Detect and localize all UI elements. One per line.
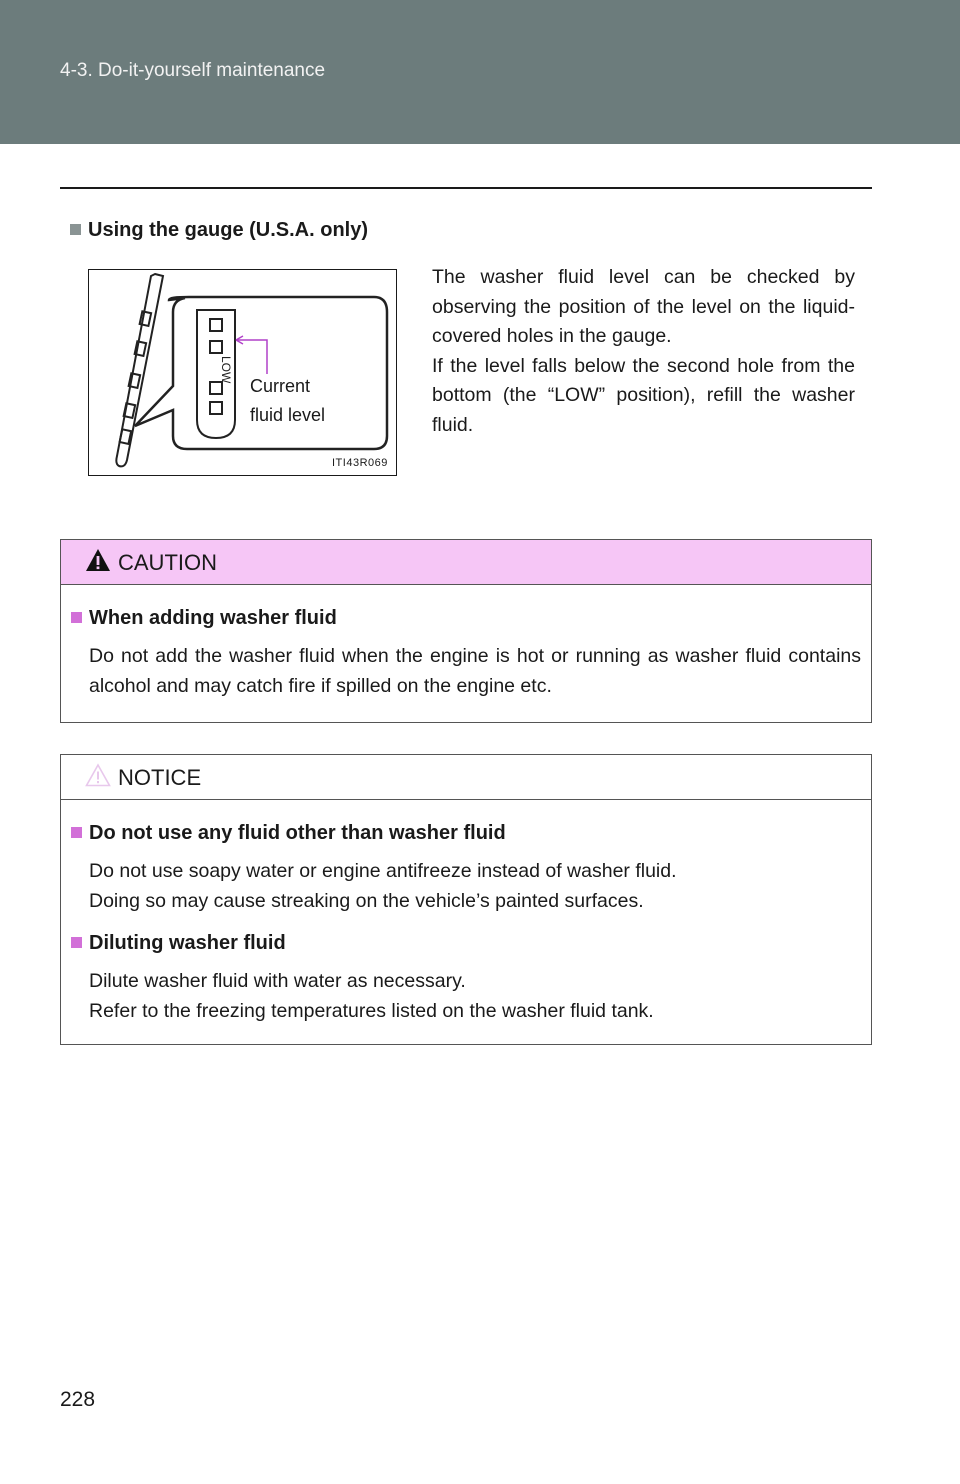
warning-icon: [85, 548, 111, 572]
notice-box: [60, 754, 872, 1045]
section-heading: [70, 219, 368, 242]
current-fluid-level-label: [250, 372, 325, 430]
section-title: 4-3. Do-it-yourself maintenance: [60, 60, 326, 81]
caution-item-text: [71, 641, 861, 701]
notice-item-title: [71, 928, 861, 958]
paragraph: The washer fluid level can be checked by observing the position of the level on the liquid-covered holes in the gauge.: [432, 266, 855, 347]
page-number: 228: [60, 1388, 96, 1411]
section-heading-text: Using the gauge (U.S.A. only): [88, 219, 369, 241]
divider: [60, 187, 872, 189]
low-mark: LOW: [219, 356, 233, 384]
notice-warning-icon: [85, 763, 111, 787]
notice-item-title-text: Diluting washer fluid: [89, 932, 286, 954]
notice-item-text: [71, 966, 861, 1026]
notice-header: [61, 755, 871, 800]
notice-item-title-text: Do not use any fluid other than washer fluid: [89, 822, 506, 844]
label-line-2: fluid level: [250, 405, 326, 425]
figure-code: ITI43R069: [332, 457, 388, 469]
notice-line: Refer to the freezing temperatures listed on the washer fluid tank.: [89, 1000, 654, 1022]
gauge-figure: [88, 269, 397, 476]
square-bullet-icon: [71, 827, 82, 838]
square-bullet-icon: [70, 224, 81, 235]
caution-paragraph: Do not add the washer fluid when the engine is hot or running as washer fluid contains alcohol and may catch fire if spilled on the engine etc.: [89, 645, 861, 697]
page-header: [0, 0, 960, 144]
washer-gauge-illustration: [89, 270, 398, 477]
caution-box: [60, 539, 872, 723]
notice-line: Dilute washer fluid with water as necessary.: [89, 970, 466, 992]
label-line-1: Current: [250, 376, 311, 396]
caution-item-title: [71, 603, 861, 633]
gauge-description: [432, 263, 855, 440]
caution-item-title-text: When adding washer fluid: [89, 607, 337, 629]
notice-title: NOTICE: [118, 765, 202, 790]
caution-title: CAUTION: [118, 550, 217, 575]
square-bullet-icon: [71, 612, 82, 623]
notice-line: Doing so may cause streaking on the vehicle’s painted surfaces.: [89, 890, 644, 912]
square-bullet-icon: [71, 937, 82, 948]
paragraph: If the level falls below the second hole from the bottom (the “LOW” position), refill the washer fluid.: [432, 354, 855, 436]
notice-item-title: [71, 818, 861, 848]
caution-header: [61, 540, 871, 585]
notice-item-text: [71, 856, 861, 916]
notice-line: Do not use soapy water or engine antifreeze instead of washer fluid.: [89, 860, 677, 882]
